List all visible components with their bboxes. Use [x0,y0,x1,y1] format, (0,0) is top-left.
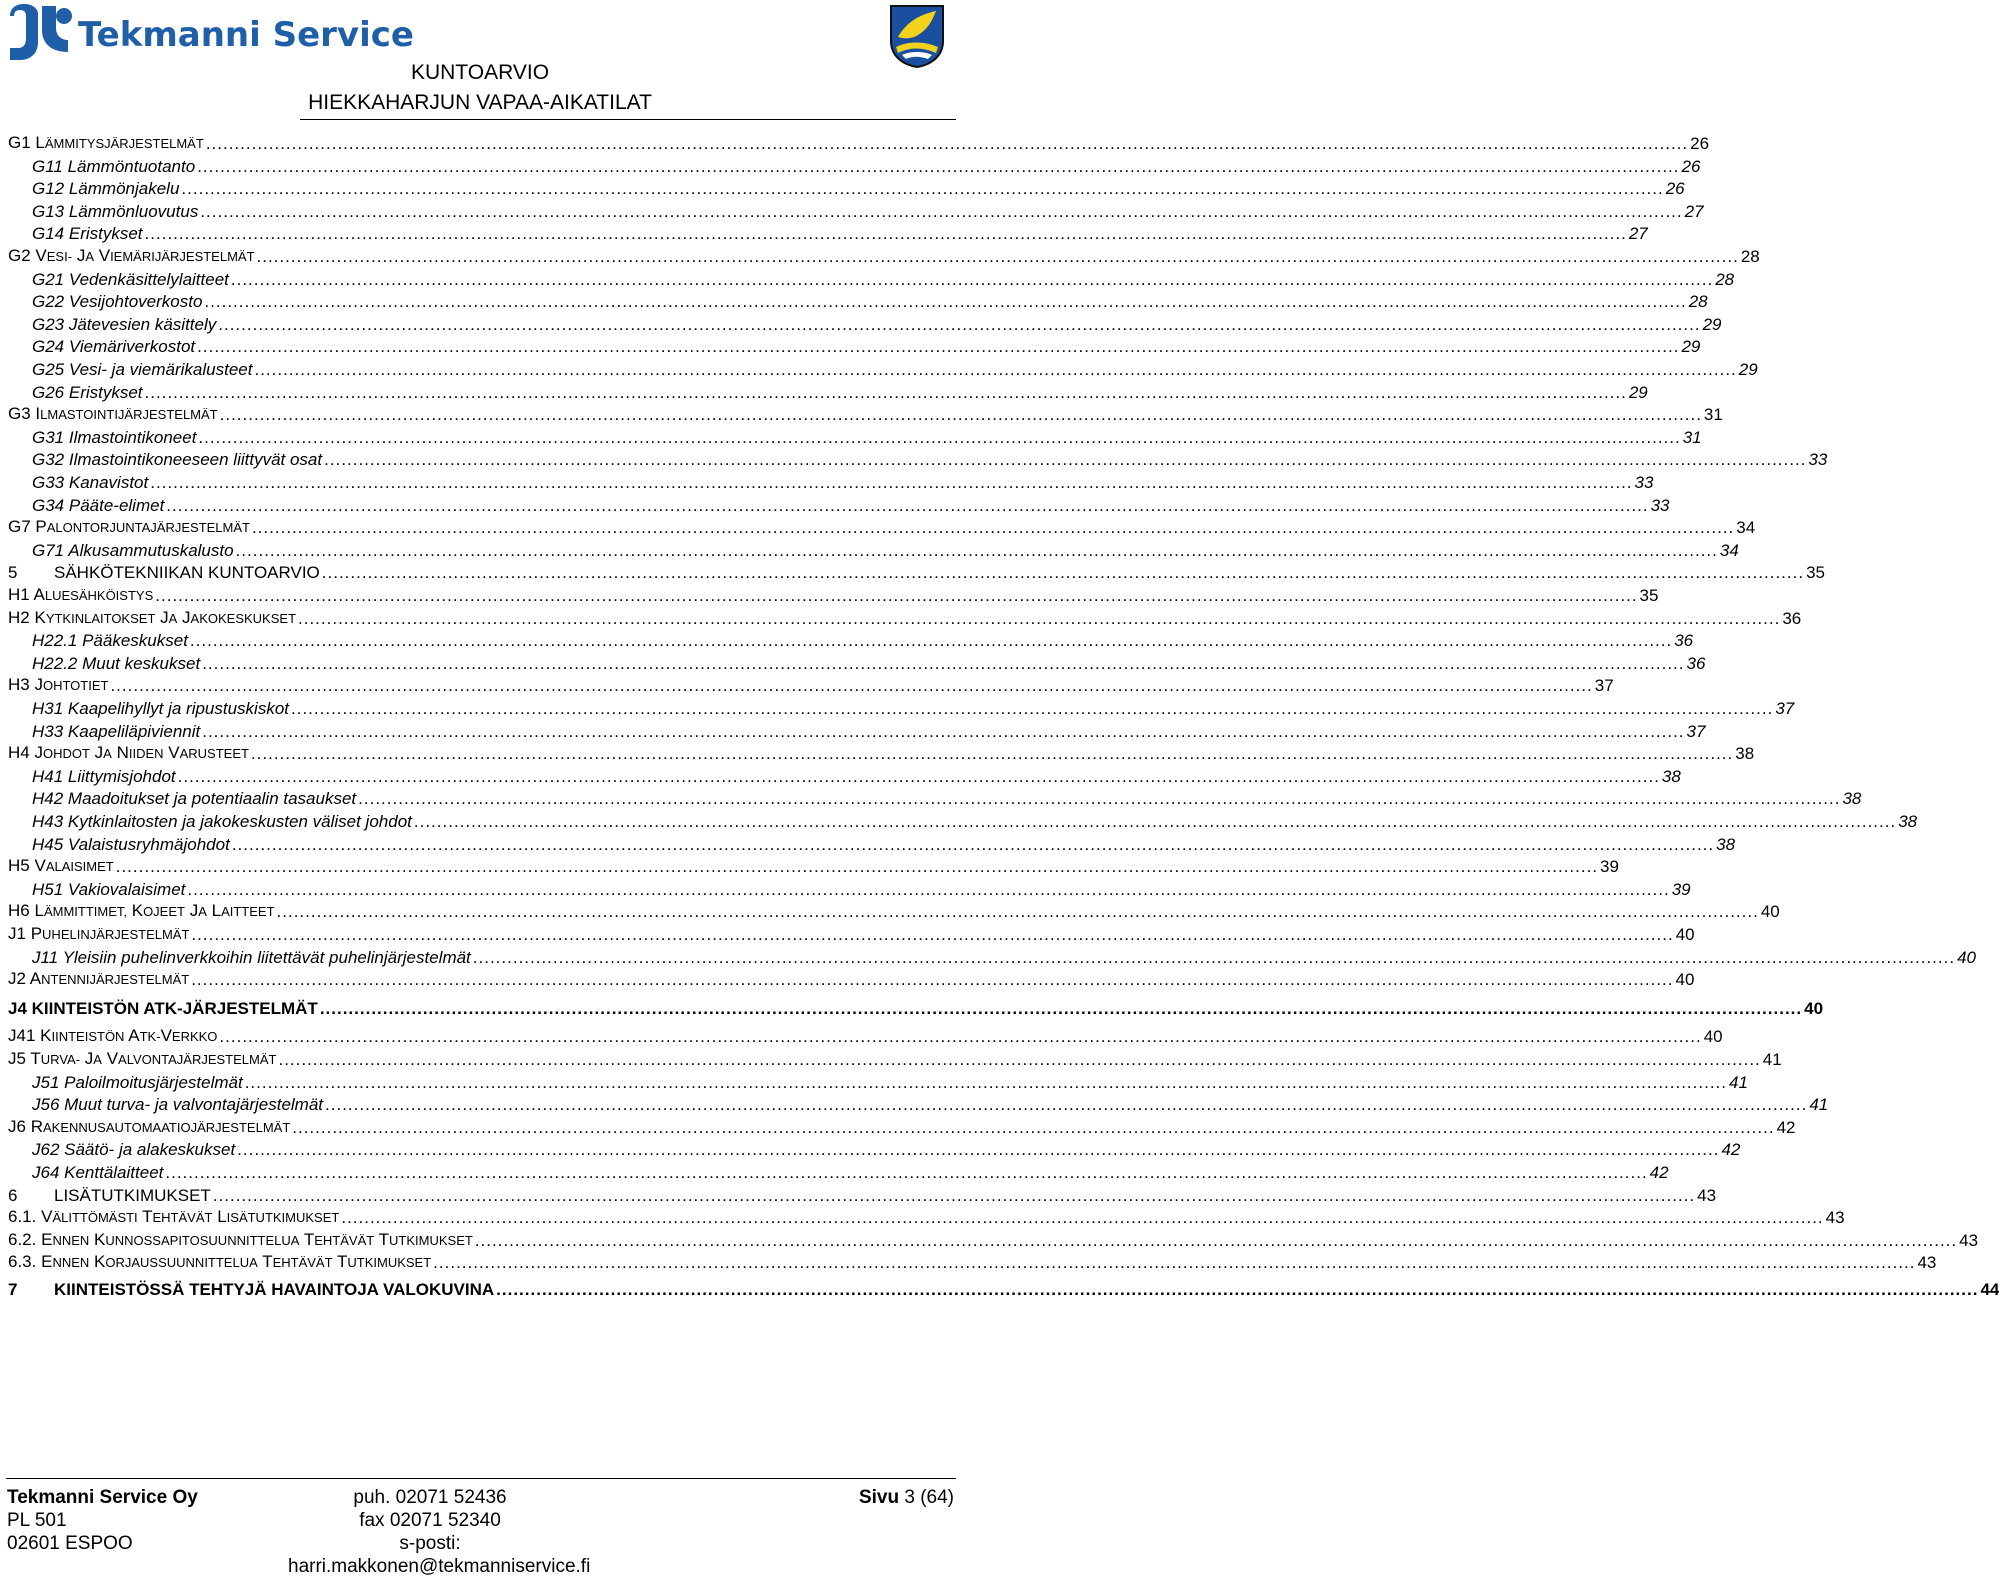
toc-entry-label: J4 KIINTEISTÖN ATK-JÄRJESTELMÄT [8,998,318,1018]
toc-page-number: 36 [1686,653,1706,673]
toc-entry[interactable] [8,335,1701,357]
toc-entry-text: VÄLITTÖMÄSTI TEHTÄVÄT LISÄTUTKIMUKSET [41,1207,340,1227]
toc-leader-dots [236,541,1718,561]
toc-page-number: 42 [1649,1163,1669,1182]
toc-entry-text: TURVA- JA VALVONTAJÄRJESTELMÄT [30,1049,277,1068]
toc-page-number: 40 [1675,970,1695,990]
toc-page-number: 26 [1681,156,1701,176]
footer-company-block [7,1486,198,1555]
toc-leader-dots [116,857,1598,877]
toc-entry[interactable] [8,1048,1782,1070]
toc-entry-code: 6.2. [8,1229,37,1249]
toc-leader-dots [198,428,1680,448]
toc-page-number: 31 [1703,405,1723,425]
toc-leader-dots [291,699,1773,719]
tekmanni-logo [6,2,414,64]
toc-page-number: 41 [1809,1095,1829,1115]
toc-page-number: 28 [1715,269,1735,289]
toc-entry-label [8,563,320,583]
toc-leader-dots [191,925,1673,945]
toc-entry-text: PALONTORJUNTAJÄRJESTELMÄT [35,517,250,537]
footer-contact-block [288,1486,591,1578]
toc-entry-label [8,901,275,922]
toc-entry-label: J64 Kenttälaitteet [32,1163,164,1182]
toc-entry[interactable] [8,1161,1669,1183]
toc-entry[interactable] [8,1093,1829,1115]
toc-entry-label [8,608,296,629]
toc-entry-label: G24 Viemäriverkostot [32,337,196,357]
toc-entry-label: G32 Ilmastointikoneeseen liittyvät osat [32,450,323,470]
toc-leader-dots [231,270,1713,290]
toc-page-number: 42 [1721,1140,1741,1160]
toc-entry-label: H22.2 Muut keskukset [32,653,201,673]
toc-entry-label [8,133,204,154]
toc-entry-text: LÄMMITTIMET, KOJEET JA LAITTEET [34,901,275,921]
toc-entry-label [8,246,255,267]
toc-entry[interactable] [8,652,1706,674]
toc-leader-dots [496,1280,1978,1300]
toc-entry-text: ALUESÄHKÖISTYS [33,585,154,604]
toc-entry-code: H1 [8,585,30,604]
toc-entry-number: 5 [8,563,18,583]
toc-entry[interactable] [8,1229,1979,1251]
toc-entry[interactable] [8,426,1702,448]
toc-entry-text: KIINTEISTÖN ATK-VERKKO [40,1026,218,1046]
toc-leader-dots [150,473,1632,493]
toc-leader-dots [181,179,1663,199]
toc-entry-text: KIINTEISTÖSSÄ TEHTYJÄ HAVAINTOJA VALOKUVINA [54,1280,495,1299]
toc-entry-label: G12 Lämmönjakelu [32,179,180,199]
toc-entry-number: 6 [8,1185,18,1205]
toc-entry[interactable] [8,878,1691,900]
toc-entry-label: H22.1 Pääkeskukset [32,631,188,651]
toc-entry-text: VALAISIMET [34,856,114,876]
toc-entry-label [8,1026,217,1047]
toc-leader-dots [213,1186,1695,1206]
toc-page-number: 43 [1917,1253,1937,1273]
toc-leader-dots [190,631,1672,651]
toc-entry-code: J5 [8,1049,26,1068]
toc-page-number: 33 [1808,450,1828,470]
toc-leader-dots [237,1140,1719,1160]
toc-entry[interactable] [8,494,1670,516]
footer-company: Tekmanni Service Oy [7,1487,198,1508]
toc-entry-label: J62 Säätö- ja alakeskukset [32,1140,236,1160]
toc-leader-dots [251,744,1733,764]
toc-leader-dots [292,1118,1774,1138]
document-subtitle: HIEKKAHARJUN VAPAA-AIKATILAT [308,91,652,114]
toc-leader-dots [202,722,1684,742]
toc-leader-dots [204,292,1686,312]
toc-leader-dots [200,202,1682,222]
toc-entry-code: G2 [8,246,31,265]
toc-page-number: 40 [1804,998,1824,1018]
toc-leader-dots [473,948,1955,968]
toc-entry-text: LISÄTUTKIMUKSET [54,1185,211,1205]
toc-entry-label: H33 Kaapeliläpiviennit [32,721,201,741]
toc-leader-dots [145,224,1627,244]
toc-leader-dots [220,405,1702,425]
toc-entry-label [8,1186,211,1206]
toc-entry[interactable] [8,1278,1999,1300]
toc-page-number: 28 [1740,247,1760,266]
toc-leader-dots [245,1073,1727,1093]
toc-entry[interactable] [8,997,1824,1019]
toc-entry-label [8,924,189,945]
toc-entry[interactable] [8,629,1694,651]
municipal-crest-icon [888,3,946,69]
toc-entry[interactable] [8,268,1735,290]
footer-fax: fax 02071 52340 [359,1510,501,1531]
toc-leader-dots [232,835,1714,855]
toc-page-number: 34 [1719,540,1739,560]
toc-leader-dots [202,654,1684,674]
toc-entry-label: G71 Alkusammutuskalusto [32,540,234,560]
footer-page-value: 3 (64) [904,1487,954,1508]
toc-entry[interactable] [8,1025,1723,1047]
toc-page-number: 37 [1686,721,1706,741]
toc-leader-dots [278,1050,1760,1070]
toc-entry[interactable] [8,561,1825,583]
toc-page-number: 27 [1628,224,1648,244]
toc-entry-text: SÄHKÖTEKNIIKAN KUNTOARVIO [54,563,320,583]
toc-leader-dots [324,450,1806,470]
toc-leader-dots [191,970,1673,990]
toc-entry[interactable] [8,968,1695,990]
toc-leader-dots [257,247,1739,267]
toc-entry-code: 6.3. [8,1252,37,1272]
toc-entry[interactable] [8,697,1795,719]
toc-page-number: 33 [1650,495,1670,515]
toc-entry-code: J41 [8,1026,36,1046]
toc-page-number: 28 [1688,292,1708,312]
toc-leader-dots [254,360,1736,380]
toc-entry-label [8,1252,431,1273]
toc-page-number: 35 [1806,563,1825,583]
toc-page-number: 41 [1729,1072,1748,1092]
toc-entry-code: H3 [8,675,30,695]
toc-entry-code: H5 [8,856,30,876]
toc-entry[interactable] [8,200,1704,222]
toc-entry-label: G13 Lämmönluovutus [32,201,199,221]
toc-leader-dots [320,999,1802,1019]
toc-entry-label: G21 Vedenkäsittelylaitteet [32,269,229,289]
toc-entry-text: ANTENNIJÄRJESTELMÄT [29,969,190,989]
toc-page-number: 29 [1628,382,1648,402]
toc-entry-text: JOHDOT JA NIIDEN VARUSTEET [34,743,249,763]
footer-phone: puh. 02071 52436 [353,1487,507,1508]
toc-entry-code: G7 [8,517,31,537]
toc-entry-label: H51 Vakiovalaisimet [32,879,186,899]
toc-entry-label [8,856,114,877]
toc-entry[interactable] [8,720,1706,742]
toc-page-number: 43 [1697,1185,1717,1205]
toc-page-number: 38 [1898,812,1918,831]
toc-leader-dots [433,1253,1915,1273]
toc-entry[interactable] [8,742,1755,764]
toc-entry[interactable] [8,674,1614,696]
toc-entry-label: G22 Vesijohtoverkosto [32,292,203,312]
toc-entry[interactable] [8,313,1722,335]
toc-entry-number: 7 [8,1280,18,1299]
toc-leader-dots [110,676,1592,696]
toc-entry[interactable] [8,855,1619,877]
toc-entry-text: JOHTOTIET [34,675,109,695]
toc-leader-dots [197,157,1679,177]
footer-page-number [859,1486,954,1509]
toc-entry-label: G11 Lämmöntuotanto [32,156,196,176]
footer-rule [6,1478,956,1479]
toc-entry-label [8,743,249,764]
toc-entry-label [8,1280,494,1300]
toc-entry-label [8,517,250,538]
toc-page-number: 33 [1634,473,1654,492]
toc-page-number: 41 [1762,1050,1782,1069]
toc-entry[interactable] [8,833,1736,855]
toc-entry[interactable] [8,1138,1741,1160]
toc-entry-text: PUHELINJÄRJESTELMÄT [30,924,190,943]
toc-leader-dots [145,383,1627,403]
toc-entry-label: H41 Liittymisjohdot [32,766,176,786]
toc-entry-text: VESI- JA VIEMÄRIJÄRJESTELMÄT [35,246,255,265]
toc-page-number: 40 [1703,1027,1723,1047]
toc-page-number: 26 [1690,134,1710,153]
toc-entry[interactable] [8,155,1701,177]
toc-leader-dots [219,1027,1701,1047]
toc-entry-code: G3 [8,404,31,424]
toc-page-number: 29 [1681,337,1701,357]
toc-page-number: 44 [1980,1280,1999,1299]
toc-entry[interactable] [8,177,1685,199]
toc-entry[interactable] [8,539,1739,561]
toc-entry-label: H42 Maadoitukset ja potentiaalin tasaukset [32,789,357,809]
toc-entry-label: G26 Eristykset [32,382,143,402]
toc-page-number: 36 [1674,631,1694,651]
footer-email: s-posti: harri.makkonen@tekmanniservice.fi [288,1533,591,1577]
toc-entry[interactable] [8,1116,1796,1138]
toc-entry[interactable] [8,471,1654,493]
toc-entry[interactable] [8,403,1723,425]
toc-entry-label [8,585,153,606]
toc-leader-dots [206,134,1688,154]
toc-entry-label: G14 Eristykset [32,224,143,244]
svg-text:Tekmanni Service: Tekmanni Service [78,15,414,55]
toc-entry[interactable] [8,381,1648,403]
toc-page-number: 31 [1682,427,1702,447]
toc-page-number: 40 [1760,902,1780,922]
toc-page-number: 38 [1735,744,1755,764]
toc-page-number: 38 [1716,834,1736,854]
toc-leader-dots [178,767,1660,787]
toc-page-number: 40 [1675,925,1695,944]
toc-leader-dots [414,812,1896,832]
toc-leader-dots [165,1163,1647,1183]
toc-entry-code: J6 [8,1116,26,1136]
toc-entry-text: KYTKINLAITOKSET JA JAKOKESKUKSET [34,607,297,627]
toc-entry-text: ENNEN KORJAUSSUUNNITTELUA TEHTÄVÄT TUTKIMUKSET [41,1252,432,1272]
toc-leader-dots [197,337,1679,357]
toc-leader-dots [358,789,1840,809]
toc-entry-label: H43 Kytkinlaitosten ja jakokeskusten väliset johdot [32,812,412,831]
toc-page-number: 29 [1738,360,1758,379]
toc-entry-label: G25 Vesi- ja viemärikalusteet [32,360,253,379]
toc-entry[interactable] [8,290,1708,312]
toc-entry-label: J11 Yleisiin puhelinverkkoihin liitettävät puhelinjärjestelmät [32,947,471,967]
toc-page-number: 37 [1594,676,1614,696]
toc-entry[interactable] [8,1071,1748,1093]
toc-entry-code: J2 [8,969,26,989]
toc-leader-dots [325,1095,1807,1115]
toc-entry[interactable] [8,222,1648,244]
toc-page-number: 43 [1959,1230,1979,1250]
toc-page-number: 35 [1639,586,1659,605]
toc-entry[interactable] [8,946,1976,968]
toc-entry-label [8,675,108,696]
toc-entry[interactable] [8,448,1828,470]
toc-page-number: 29 [1702,314,1722,334]
toc-entry-label: H45 Valaistusryhmäjohdot [32,834,230,854]
toc-page-number: 38 [1661,766,1681,786]
toc-entry[interactable] [8,245,1760,267]
toc-entry-code: H4 [8,743,30,763]
toc-page-number: 37 [1775,699,1795,718]
toc-entry-label [8,1049,276,1070]
footer-address2: 02601 ESPOO [7,1533,133,1554]
toc-page-number: 36 [1782,608,1802,628]
toc-entry-label: J56 Muut turva- ja valvontajärjestelmät [32,1095,324,1115]
toc-leader-dots [166,496,1648,516]
toc-page-number: 40 [1957,947,1976,967]
toc-entry-label: G23 Jätevesien käsittely [32,314,217,334]
toc-entry-label: G33 Kanavistot [32,473,149,492]
toc-entry[interactable] [8,923,1695,945]
toc-entry-text: LÄMMITYSJÄRJESTELMÄT [35,133,204,152]
toc-entry[interactable] [8,787,1862,809]
toc-page-number: 42 [1776,1117,1796,1137]
toc-leader-dots [341,1208,1823,1228]
toc-page-number: 39 [1600,857,1619,877]
header-rule [300,119,956,120]
toc-entry-label [8,404,218,425]
footer-page-label: Sivu [858,1487,900,1508]
toc-entry[interactable] [8,810,1918,832]
toc-entry-code: G1 [8,133,31,152]
toc-entry-text: ILMASTOINTIJÄRJESTELMÄT [35,404,218,424]
toc-leader-dots [322,563,1804,583]
toc-entry-label [8,1207,339,1228]
toc-entry-label: J51 Paloilmoitusjärjestelmät [32,1072,243,1092]
toc-entry[interactable] [8,1251,1937,1273]
toc-entry[interactable] [8,516,1756,538]
toc-page-number: 34 [1736,518,1756,538]
toc-leader-dots [218,315,1700,335]
toc-entry[interactable] [8,765,1681,787]
footer-address1: PL 501 [7,1510,67,1531]
toc-page-number: 27 [1684,201,1704,221]
toc-leader-dots [298,609,1780,629]
toc-entry-label: H31 Kaapelihyllyt ja ripustuskiskot [32,699,290,718]
toc-page-number: 38 [1842,789,1862,809]
toc-entry[interactable] [8,584,1659,606]
toc-entry-label [8,1117,290,1138]
toc-entry-code: 6.1. [8,1207,37,1227]
toc-page-number: 43 [1825,1208,1845,1228]
toc-entry-label [8,969,189,990]
toc-leader-dots [475,1231,1957,1251]
toc-entry-text: ENNEN KUNNOSSAPITOSUUNNITTELUA TEHTÄVÄT TUTKIMUKSET [41,1229,473,1249]
toc-entry-label: G31 Ilmastointikoneet [32,427,197,447]
toc-page-number: 26 [1665,179,1685,199]
toc-entry-label: G34 Pääte-elimet [32,495,165,515]
document-title: KUNTOARVIO [410,61,550,84]
toc-leader-dots [252,518,1734,538]
toc-entry-code: J1 [8,924,26,943]
toc-leader-dots [187,880,1669,900]
toc-entry-text: RAKENNUSAUTOMAATIOJÄRJESTELMÄT [30,1116,291,1136]
toc-entry[interactable] [8,607,1802,629]
toc-entry[interactable] [8,1206,1845,1228]
toc-entry-code: H6 [8,901,30,921]
toc-entry[interactable] [8,358,1758,380]
toc-entry-code: H2 [8,607,30,627]
toc-entry-label [8,1230,473,1251]
toc-page-number: 39 [1671,879,1691,899]
toc-entry[interactable] [8,1184,1717,1206]
toc-leader-dots [155,586,1637,606]
toc-entry[interactable] [8,132,1710,154]
toc-leader-dots [277,902,1759,922]
toc-entry[interactable] [8,900,1780,922]
